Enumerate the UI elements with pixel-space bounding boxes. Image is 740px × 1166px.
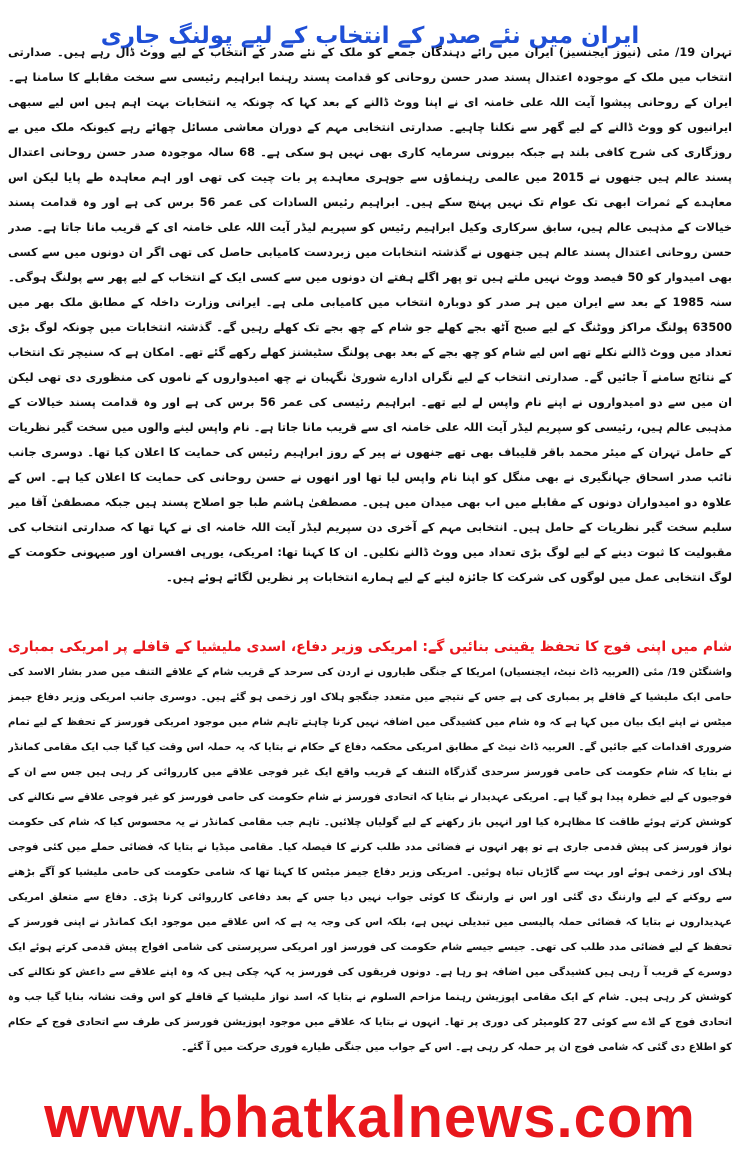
article-1-headline: ایران میں نئے صدر کے انتخاب کے لیے پولنگ جاری xyxy=(100,23,640,50)
article-2-headline: شام میں اپنی فوج کا تحفظ یقینی بنائیں گے: امریکی وزیر دفاع، اسدی ملیشیا کے قافلے پر امریکی بمباری xyxy=(7,638,733,655)
website-url-banner: www.bhatkalnews.com xyxy=(44,1085,696,1150)
article-2-body xyxy=(8,660,732,1060)
article-2-paragraph: واشنگٹن 19/ مئی (العربیہ ڈاٹ نیٹ، ایجنسیاں) امریکا کے جنگی طیاروں نے اردن کی سرحد کے قریب شام کے علاقے التنف میں صدر بشار الاسد کی حامی ایک ملیشیا کے قافلے پر بمباری کی ہے جس کے نتیجے میں متعدد جنگجو ہلاک اور زخمی ہو گئے ہیں۔ دوسری جانب امریکی وزیر دفاع جیمز میٹس نے اپنے ایک بیان میں کہا ہے کہ وہ شام میں کشیدگی میں اضافہ نہیں کرنا چاہتے تاہم شام میں موجود امریکی فورسز کے تحفظ کے لیے تمام ضروری اقدامات کیے جائیں گے۔ العربیہ ڈاٹ نیٹ کے مطابق امریکی محکمہ دفاع کے حکام نے بتایا کہ یہ حملہ اس وقت کیا گیا جب ایک مقامی کمانڈر نے بتایا کہ شام حکومت کی حامی فورسز سرحدی گذرگاہ التنف کے قریب واقع ایک غیر فوجی علاقے میں کارروائی کر رہی ہیں جس سے ان کے فوجیوں کے لیے خطرہ پیدا ہو گیا ہے۔ امریکی عہدیدار نے بتایا کہ اتحادی فورسز نے شام حکومت کی حامی فورسز کو غیر فوجی علاقے سے نکالنے کی کوشش کرتے ہوئے طاقت کا مظاہرہ کیا اور انہیں باز رکھنے کے لیے گولیاں چلائیں۔ تاہم جب مقامی کمانڈر نے یہ محسوس کیا کہ شام کی حکومت نواز فورسز کی پیش قدمی جاری ہے تو پھر انہوں نے فضائی مدد طلب کرنے کا فیصلہ کیا۔ مقامی میڈیا نے بتایا کہ فضائی حملے میں کئی فوجی ہلاک اور زخمی ہوئے اور بہت سے گاڑیاں تباہ ہوئیں۔ امریکی وزیر دفاع جیمز میٹس کا کہنا تھا کہ شامی حکومت کی حامی ملیشیا کو آگے بڑھنے سے روکنے کے لیے وارننگ دی گئی اور اس نے وارننگ کا کوئی جواب نہیں دیا جس کے بعد دفاعی کارروائی کرنا پڑی۔ دفاع سے متعلق امریکی عہدیداروں نے بتایا کہ فضائی حملہ پالیسی میں تبدیلی نہیں ہے، بلکہ اس کی وجہ یہ ہے کہ اس علاقے میں موجود ایک کمانڈر نے اپنی فورسز کے تحفظ کے لیے فضائی مدد طلب کی تھی۔ جیسے جیسے شام حکومت کی فورسز اور امریکی سرپرستی کی شامی افواج پیش قدمی کرتے ہوئے ایک دوسرے کے قریب آ رہی ہیں کشیدگی میں اضافہ ہو رہا ہے۔ دونوں فریقوں کی فورسز یہ کہہ چکی ہیں کہ وہ اپنے علاقے سے داعش کو نکالنے کی کوشش کر رہی ہیں۔ شام کے ایک مقامی اپوزیشن رہنما مزاحم السلوم نے بتایا کہ اسد نواز ملیشیا کے قافلے کو اس وقت نشانہ بنایا گیا جب وہ اتحادی فوج کے اڈے سے کوئی 27 کلومیٹر کی دوری پر تھا۔ انہوں نے بتایا کہ علاقے میں موجود اپوزیشن فورسز کی طرف سے اتحادی فوج کے حکام کو اطلاع دی گئی کہ شامی فوج ان پر حملہ کر رہی ہے۔ اس کے جواب میں جنگی طیارے فوری حرکت میں آ گئے۔ xyxy=(8,667,732,1053)
article-1-paragraph: تہران 19/ مئی (نیوز ایجنسیز) ایران میں رائے دہندگان جمعے کو ملک کے نئے صدر کے انتخاب کے لیے ووٹ ڈال رہے ہیں۔ صدارتی انتخاب میں ملک کے موجودہ اعتدال پسند صدر حسن روحانی کو قدامت پسند رہنما ابراہیم رئیسی سے سخت مقابلے کا سامنا ہے۔ ایران کے روحانی پیشوا آیت اللہ علی خامنہ ای نے اپنا ووٹ ڈالنے کے بعد کہا کہ چونکہ یہ انتخابات بہت اہم ہیں اس لیے سبھی ایرانیوں کو ووٹ ڈالنے کے لیے گھر سے نکلنا چاہیے۔ صدارتی انتخابی مہم کے دوران معاشی مسائل چھائے رہے کیونکہ ملک میں بے روزگاری کی شرح کافی بلند ہے جبکہ بیرونی سرمایہ کاری بھی نہیں ہو سکی ہے۔ 68 سالہ موجودہ صدر حسن روحانی اعتدال پسند عالم ہیں جنھوں نے 2015 میں عالمی رہنماؤں سے جوہری معاہدے پر بات چیت کی تھی اور اہم معاہدہ طے پایا لیکن اس معاہدے کے ثمرات ابھی تک عوام تک نہیں پہنچ سکے ہیں۔ ابراہیم رئیس السادات کی عمر 56 برس کی ہے اور وہ قدامت پسند خیالات کے مذہبی عالم ہیں، سابق سرکاری وکیل ابراہیم رئیس کو سپریم لیڈر آیت اللہ علی خامنہ ای کے قریب مانا جاتا ہے۔ صدر حسن روحانی اعتدال پسند عالم ہیں جنھوں نے گذشتہ انتخابات میں زبردست کامیابی حاصل کی تھی اگر ان دونوں میں سے کسی بھی امیدوار کو 50 فیصد ووٹ نہیں ملتے ہیں تو پھر اگلے ہفتے ان دونوں میں سے کسی ایک کے انتخاب کے لیے پھر سے پولنگ ہوگی۔ سنہ 1985 کے بعد سے ایران میں ہر صدر کو دوبارہ انتخاب میں کامیابی ملی ہے۔ ایرانی وزارت داخلہ کے مطابق ملک بھر میں 63500 پولنگ مراکز ووٹنگ کے لیے صبح آٹھ بجے کھلے جو شام کے چھ بجے تک کھلے رہیں گے۔ گذشتہ انتخابات میں چونکہ لوگ بڑی تعداد میں ووٹ ڈالنے نکلے تھے اس لیے شام کو چھ بجے کے بعد بھی پولنگ سٹیشنز کھلے رکھے گئے تھے۔ امکان ہے کہ سنیچر تک انتخاب کے نتائج سامنے آ جائیں گے۔ صدارتی انتخاب کے لیے نگراں ادارے شوریٰ نگہبان نے چھ امیدواروں کے ناموں کی منظوری دی تھی لیکن ان میں سے دو امیدواروں نے اپنے نام واپس لے لیے تھے۔ ابراہیم رئیسی کی عمر 56 برس کی ہے اور وہ قدامت پسند خیالات کے مذہبی عالم ہیں، رئیسی کو سپریم لیڈر آیت اللہ علی خامنہ ای سے قریب مانا جاتا ہے۔ نام واپس لینے والوں میں سخت گیر نظریات کے حامل تہران کے میئر محمد باقر قلیباف بھی تھے جنھوں نے پیر کے روز ابراہیم رئیس کی حمایت کا اعلان کیا تھا۔ دوسری جانب نائب صدر اسحاق جہانگیری نے بھی منگل کو اپنا نام واپس لیا تھا اور انھوں نے حسن روحانی کی حمایت کا اعلان کیا ہے۔ اس کے علاوہ دو امیدواران دونوں کے مقابلے میں اب بھی میدان میں ہیں۔ مصطفیٰ ہاشم طبا جو اصلاح پسند ہیں جبکہ مصطفیٰ آقا میر سلیم سخت گیر نظریات کے حامل ہیں۔ انتخابی مہم کے آخری دن سپریم لیڈر آیت اللہ خامنہ ای نے کہا تھا کہ صدارتی انتخاب کی مقبولیت کا ثبوت دینے کے لیے لوگ بڑی تعداد میں ووٹ ڈالنے نکلیں۔ ان کا کہنا تھا: امریکی، یورپی افسران اور صیہونی حکومت کے لوگ انتخابی عمل میں لوگوں کی شرکت کا جائزہ لینے کے لیے ہمارے انتخابات پر نظریں لگائے ہوئے ہیں۔ xyxy=(8,45,732,584)
article-1-body xyxy=(8,40,732,610)
